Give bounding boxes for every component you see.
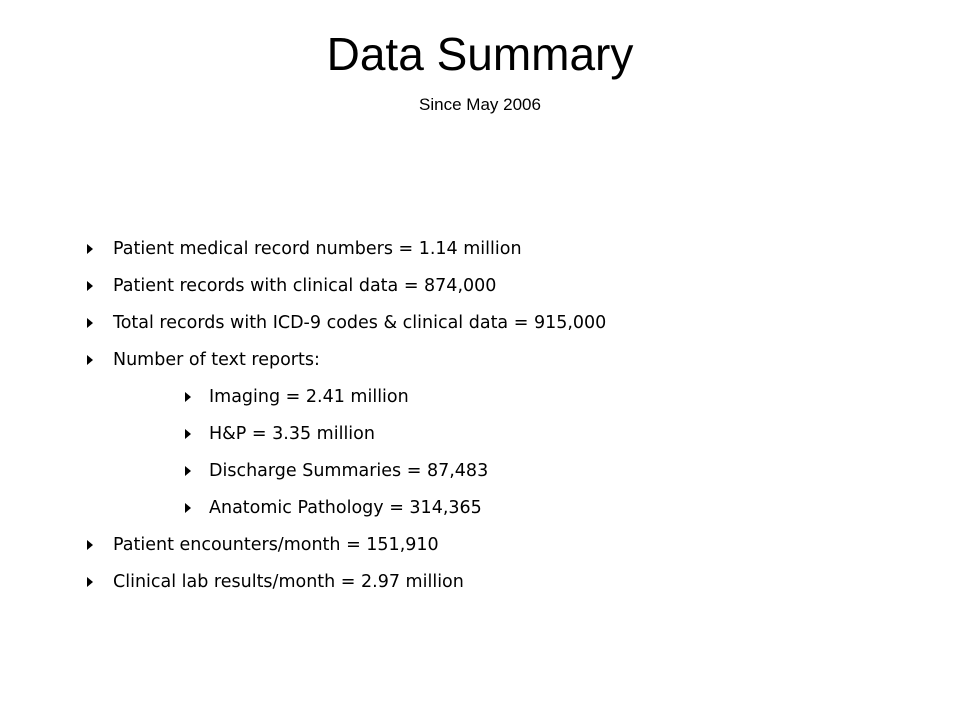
triangle-right-icon: [185, 466, 191, 476]
bullet-text: Patient medical record numbers = 1.14 million: [113, 239, 522, 259]
triangle-right-icon: [87, 540, 93, 550]
triangle-right-icon: [87, 244, 93, 254]
bullet-text: Number of text reports:: [113, 350, 320, 370]
bullet-item: [0, 565, 960, 602]
sub-bullet-item: [0, 491, 960, 528]
sub-bullet-item: [0, 417, 960, 454]
bullet-text: Clinical lab results/month = 2.97 million: [113, 572, 464, 592]
triangle-right-icon: [185, 392, 191, 402]
bullet-item: [0, 343, 960, 380]
triangle-right-icon: [87, 577, 93, 587]
bullet-item: [0, 306, 960, 343]
sub-bullet-text: Discharge Summaries = 87,483: [209, 461, 489, 481]
bullet-list: [0, 232, 960, 602]
bullet-text: Total records with ICD-9 codes & clinical data = 915,000: [113, 313, 607, 333]
triangle-right-icon: [87, 355, 93, 365]
sub-bullet-text: H&P = 3.35 million: [209, 424, 375, 444]
bullet-text: Patient records with clinical data = 874,000: [113, 276, 497, 296]
sub-bullet-text: Anatomic Pathology = 314,365: [209, 498, 482, 518]
sub-bullet-text: Imaging = 2.41 million: [209, 387, 409, 407]
slide-title: Data Summary: [326, 28, 634, 80]
sub-bullet-item: [0, 454, 960, 491]
bullet-item: [0, 528, 960, 565]
bullet-item: [0, 232, 960, 269]
slide-subtitle: Since May 2006: [419, 95, 541, 114]
triangle-right-icon: [185, 503, 191, 513]
triangle-right-icon: [87, 318, 93, 328]
bullet-item: [0, 269, 960, 306]
triangle-right-icon: [185, 429, 191, 439]
sub-bullet-item: [0, 380, 960, 417]
bullet-text: Patient encounters/month = 151,910: [113, 535, 439, 555]
triangle-right-icon: [87, 281, 93, 291]
